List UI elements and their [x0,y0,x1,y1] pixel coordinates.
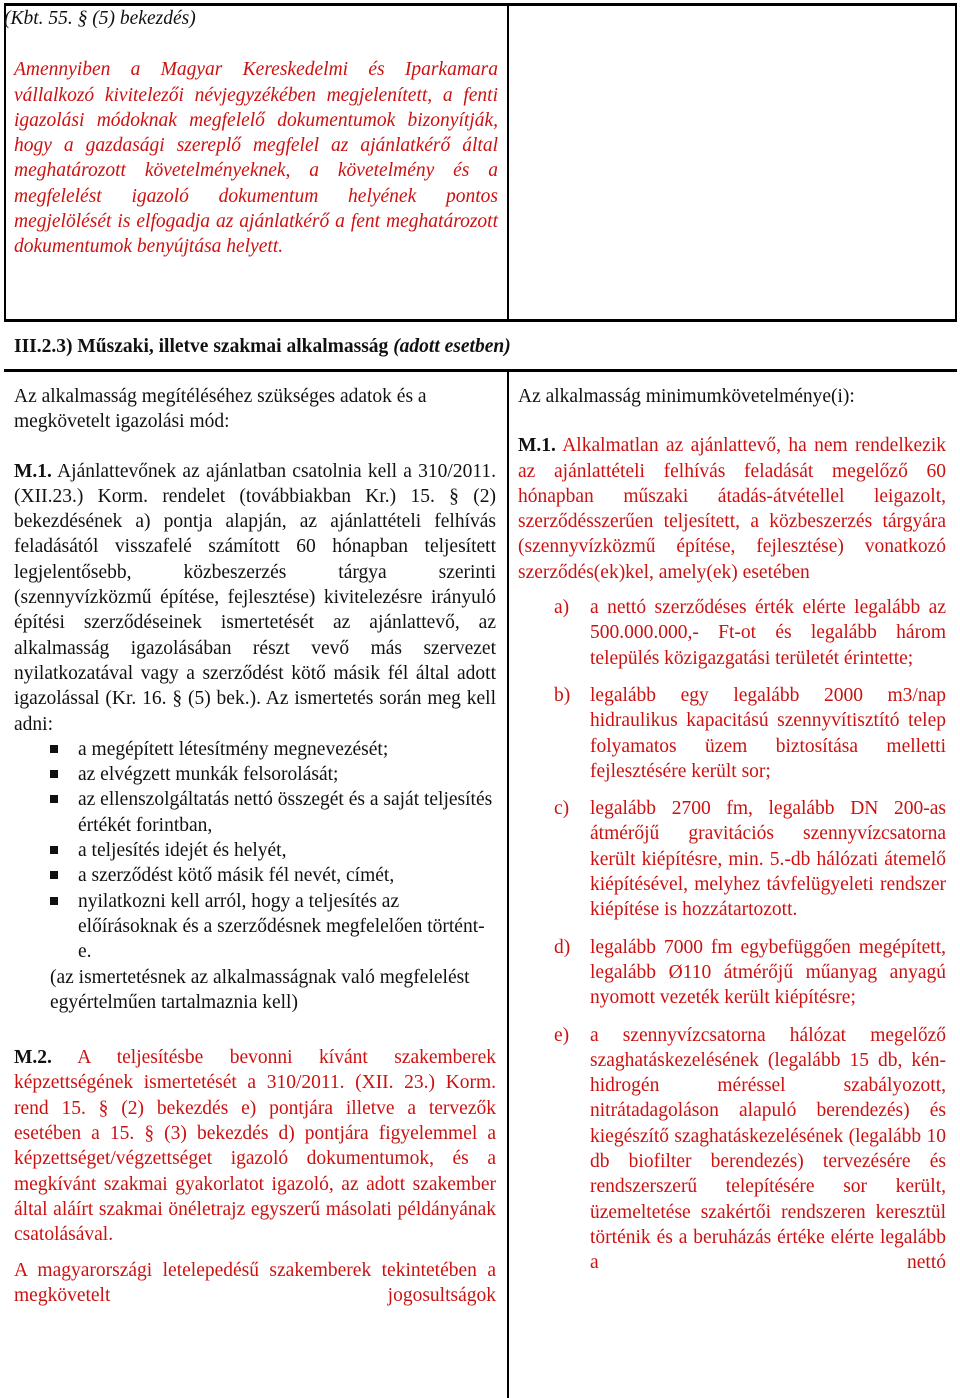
columns-top-border [4,369,957,372]
m2-continuation: A magyarországi letelepedésű szakemberek tekintetében a megkövetelt jogosultságok [14,1259,496,1306]
list-item: a megépített létesítmény megnevezését; [50,737,496,762]
square-bullet-icon [50,897,58,905]
list-item: e) a szennyvízcsatorna hálózat megelőző szaghatáskezelésének (legalább 15 db, kén-hidrogén méréssel szabályozott, nitrátadagoláson alapuló berendezés) és kiegészítő szaghatáskezelésének (legalább 10 db biofilter berendezés) tervezésére és rendszerszerű telepítésére sor került, üzemeltetése szakértői rendszeren keresztül történik és a beruházás értéke elérte legalább a nettó [554,1024,946,1274]
column-divider [507,369,509,1398]
square-bullet-icon [50,871,58,879]
square-bullet-icon [50,795,58,803]
top-divider [507,3,509,321]
square-bullet-icon [50,770,58,778]
square-bullet-icon [50,846,58,854]
item-label: a) [554,597,570,619]
top-left-cell [4,6,498,260]
list-item: az elvégzett munkák felsorolását; [50,762,496,787]
square-bullet-icon [50,745,58,753]
section-title-suffix: (adott esetben) [393,336,511,357]
chamber-paragraph: Amennyiben a Magyar Kereskedelmi és Iparkamara vállalkozó kivitelezői névjegyzékében megjelenített, a fenti igazolási módoknak megfelelő dokumentumok bizonyítják, hogy a gazdasági szereplő megfelel az ajánlatkérő által meghatározott követelményeknek, a követelmény és a megfelelést igazoló dokumentum helyének pontos megjelölését is elfogadja az ajánlatkérő a fent meghatározott dokumentumok benyújtása helyett. [14,59,498,258]
list-item: b) legalább egy legalább 2000 m3/nap hidraulikus kapacitású szennyvítisztító telep folyamatos üzem biztosítása melletti fejlesztésére került sor; [554,684,946,782]
item-label: b) [554,684,571,706]
list-item: d) legalább 7000 fm egybefüggően megépített, legalább Ø110 átmérőjű műanyag anyagú nyomott vezeték került kiépítésre; [554,936,946,1009]
section-title [14,334,914,359]
section-title-text: III.2.3) Műszaki, illetve szakmai alkalmasság [14,336,389,357]
list-item: az ellenszolgáltatás nettó összegét és a saját teljesítés értékét forintban, [50,787,496,838]
m1-requirement [14,459,496,737]
list-item: nyilatkozni kell arról, hogy a teljesítés az előírásoknak és a szerződésnek megfelelően történt-e. [50,889,496,965]
right-column [518,384,946,1288]
left-outer-border [4,3,6,321]
m1-bullet-list [14,737,496,965]
minimum-items-list [518,595,946,1275]
m2-paragraph [14,1045,496,1247]
m1-paragraph [14,459,496,737]
list-item: c) legalább 2700 fm, legalább DN 200-as átmérőjű gravitációs szennyvízcsatorna került kiépítésre, min. 5.-db hálózati átemelő kiépítésével, melyhez távfelügyeleti rendszer kiépítése is hozzátartozott. [554,798,946,921]
list-item: a szerződést kötő másik fél nevét, címét, [50,863,496,888]
m2-text: A teljesítésbe bevonni kívánt szakemberek képzettségének ismertetését a 310/2011. (XII. 23.) Korm. rend 15. § (2) bekezdés e) pontjára illetve a tervezők esetében a 15. § (3) bekezdés d) pontjára figyelemmel a képzettséget/végzettséget igazoló dokumentumok, és a megkívánt szakmai gyakorlatot igazoló, az adott szakember által aláírt szakmai önéletrajz egyszerű másolati példányának csatolásával. [14,1047,496,1246]
m1-minimum-paragraph [518,433,946,585]
item-label: d) [554,936,571,958]
left-column-header: Az alkalmasság megítéléséhez szükséges adatok és a megkövetelt igazolási mód: [14,386,427,433]
m1-min-label: M.1. [518,435,556,457]
right-outer-border [955,3,957,321]
list-item: a teljesítés idejét és helyét, [50,838,496,863]
item-label: c) [554,798,570,820]
list-item: a) a nettó szerződéses érték elérte legalább az 500.000.000,- Ft-ot és legalább három település közigazgatási területét érintette; [554,597,946,669]
left-column [14,384,496,1308]
m1-label: M.1. [14,460,52,482]
m1-text: Ajánlattevőnek az ajánlatban csatolnia kell a 310/2011. (XII.23.) Korm. rendelet (továbbiakban Kr.) 15. § (2) bekezdésének a) pontja alapján, az ajánlattételi felhívás feladásától visszafelé számított 60 hónapban teljesített legjelentősebb, közbeszerzés tárgya szerinti (szennyvízközmű építése, fejlesztése) kivitelezésre irányuló építési szerződéseinek ismertetését az ajánlattevő, az alkalmasság igazolásában részt vevő más szervezet nyilatkozatával vagy a szerződést kötő másik fél által adott igazolással (Kr. 16. § (5) bek.). Az ismertetés során meg kell adni: [14,460,496,735]
m2-label: M.2. [14,1047,52,1069]
section-top-border [4,319,957,322]
m1-min-text: Alkalmatlan az ajánlattevő, ha nem rendelkezik az ajánlattételi felhívás feladását megelőző 60 hónapban műszaki átadás-átvétellel leigazolt, szerződésszerűen teljesített, a közbeszerzés tárgyára (szennyvízközmű építése, fejlesztése) vonatkozó szerződés(ek)kel, amely(ek) esetében [518,435,946,583]
right-column-header: Az alkalmasság minimumkövetelménye(i): [518,386,855,407]
kbt-reference: (Kbt. 55. § (5) bekezdés) [4,8,196,29]
item-label: e) [554,1024,570,1046]
m1-closing-note: (az ismertetésnek az alkalmasságnak való megfelelést egyértelműen tartalmaznia kell) [50,966,470,1013]
